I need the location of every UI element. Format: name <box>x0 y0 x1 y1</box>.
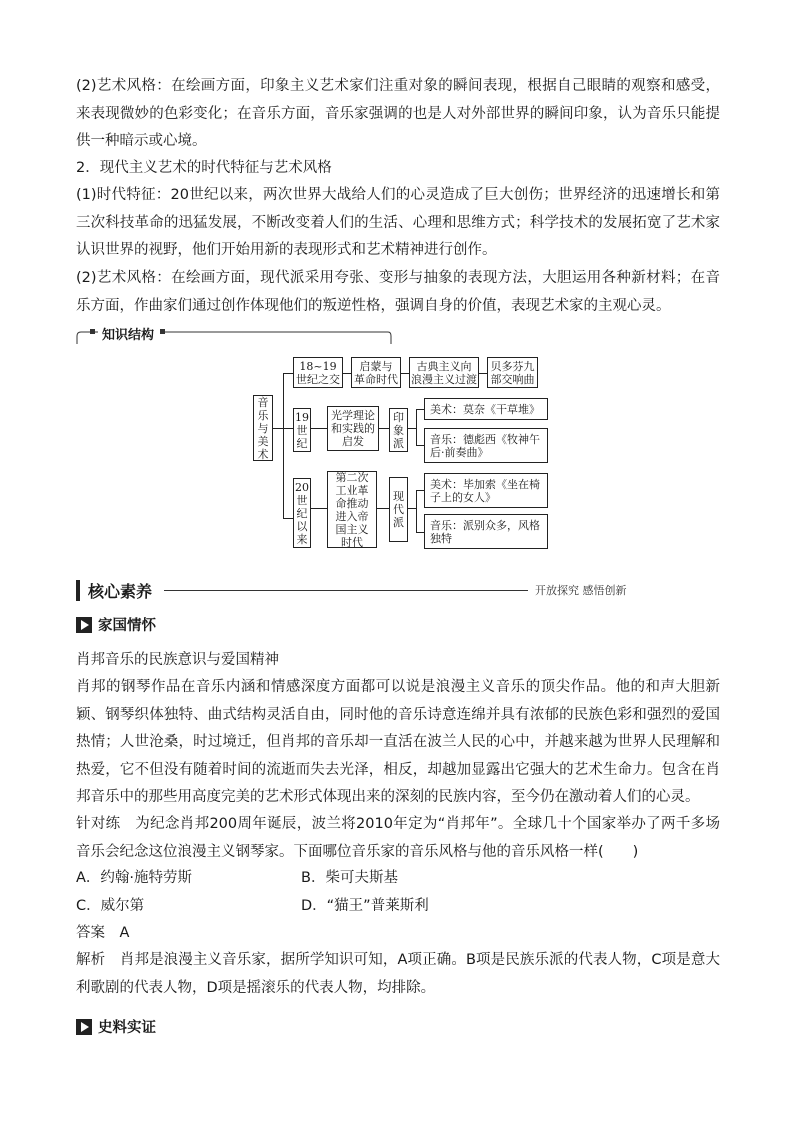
node-19th-century: 19 世 纪 <box>293 408 311 452</box>
play-triangle-icon <box>76 1019 92 1035</box>
question-text: 针对练 为纪念肖邦200周年诞辰，波兰将2010年定为“肖邦年”。全球几十个国家举办了两千多场音乐会纪念这位浪漫主义钢琴家。下面哪位音乐家的音乐风格与他的音乐风格一样( ) <box>76 816 720 860</box>
paragraph-art-style-impressionism: (2)艺术风格：在绘画方面，印象主义艺术家们注重对象的瞬间表现，根据自己眼睛的观察和感受，来表现微妙的色彩变化；在音乐方面，音乐家强调的也是人对外部世界的瞬间印象，认为音乐只能提供一种暗示或心境。 <box>76 78 720 149</box>
connector <box>283 373 284 519</box>
subheading-label: 史料实证 <box>98 1020 156 1036</box>
option-d: D．“猫王”普莱斯利 <box>301 898 429 914</box>
node-18-19-century: 18~19 世纪之交 <box>293 357 343 388</box>
connector <box>479 373 487 374</box>
connector <box>416 445 424 446</box>
connector <box>416 532 424 533</box>
knowledge-structure-label: 知识结构 <box>98 324 160 343</box>
node-beethoven: 贝多芬九 部交响曲 <box>487 357 538 388</box>
option-a: A．约翰·施特劳斯 <box>76 870 193 886</box>
node-modernism: 现 代 派 <box>389 477 408 542</box>
paragraph-art-style-modernism: (2)艺术风格：在绘画方面，现代派采用夸张、变形与抽象的表现方法，大胆运用各种新材料；在音乐方面，作曲家们通过创作体现他们的叛逆性格，强调自身的价值，表现艺术家的主观心灵。 <box>76 270 720 314</box>
answer: 答案 A <box>76 925 130 941</box>
option-c: C．威尔第 <box>76 898 145 914</box>
analysis: 解析 肖邦是浪漫主义音乐家，据所学知识可知，A项正确。B项是民族乐派的代表人物，C项是意大利歌剧的代表人物，D项是摇滚乐的代表人物，均排除。 <box>76 952 720 996</box>
connector <box>283 428 293 429</box>
connector <box>416 409 417 446</box>
section-tagline: 开放探究 感悟创新 <box>535 584 627 597</box>
paragraph-era-features: (1)时代特征：20世纪以来，两次世界大战给人们的心灵造成了巨大创伤；世界经济的迅速增长和第三次科技革命的迅猛发展，不断改变着人们的生活、心理和思维方式；科学技术的发展拓宽了艺术家认识世界的视野，他们开始用新的表现形式和艺术精神进行创作。 <box>76 187 720 258</box>
connector <box>401 373 409 374</box>
section-bar <box>76 580 80 601</box>
node-industrial-revolution: 第二次 工业革 命推动 进入帝 国主义 时代 <box>327 471 377 548</box>
connector <box>311 428 327 429</box>
connector <box>273 428 283 429</box>
node-picasso: 美术：毕加索《坐在椅 子上的女人》 <box>424 473 548 508</box>
connector <box>379 428 389 429</box>
node-enlightenment: 启蒙与 革命时代 <box>351 357 401 388</box>
connector <box>311 508 327 509</box>
heading-modernism: 2．现代主义艺术的时代特征与艺术风格 <box>76 160 332 176</box>
node-music-schools: 音乐：派别众多，风格 独特 <box>424 514 548 549</box>
connector <box>377 508 389 509</box>
node-optics: 光学理论 和实践的 启发 <box>327 406 379 451</box>
subheading-label: 家国情怀 <box>98 618 156 634</box>
connector <box>283 518 293 519</box>
node-impressionism: 印 象 派 <box>389 408 408 452</box>
node-root: 音 乐 与 美 术 <box>253 395 273 461</box>
node-monet: 美术：莫奈《干草堆》 <box>424 398 548 420</box>
connector <box>416 490 417 532</box>
option-b: B．柴可夫斯基 <box>301 870 398 886</box>
connector <box>408 508 416 509</box>
play-triangle-icon <box>76 617 92 633</box>
topic-title: 肖邦音乐的民族意识与爱国精神 <box>76 652 279 668</box>
section-title: 核心素养 <box>88 582 153 601</box>
connector <box>343 373 351 374</box>
connector <box>416 409 424 410</box>
node-classic-to-romantic: 古典主义向 浪漫主义过渡 <box>409 357 479 388</box>
chopin-paragraph: 肖邦的钢琴作品在音乐内涵和情感深度方面都可以说是浪漫主义音乐的顶尖作品。他的和声大胆新颖、钢琴织体独特、曲式结构灵活自由，同时他的音乐诗意连绵并具有浓郁的民族色彩和强烈的爱国热情；人世沧桑，时过境迁，但肖邦的音乐却一直活在波兰人民的心中，并越来越为世界人民理解和热爱，它不但没有随着时间的流逝而失去光泽，相反，却越加显露出它强大的艺术生命力。包含在肖邦音乐中的那些用高度完美的艺术形式体现出来的深刻的民族内容，至今仍在激动着人们的心灵。 <box>76 679 720 805</box>
connector <box>416 490 424 491</box>
connector <box>283 373 293 374</box>
subheading-historical-evidence <box>76 1016 156 1037</box>
section-rule <box>164 590 528 591</box>
node-debussy: 音乐：德彪西《牧神午 后·前奏曲》 <box>424 428 548 463</box>
subheading-patriotism <box>76 614 156 635</box>
node-20th-century: 20 世 纪 以 来 <box>293 478 311 548</box>
knowledge-structure-header <box>76 322 392 348</box>
connector <box>408 428 416 429</box>
